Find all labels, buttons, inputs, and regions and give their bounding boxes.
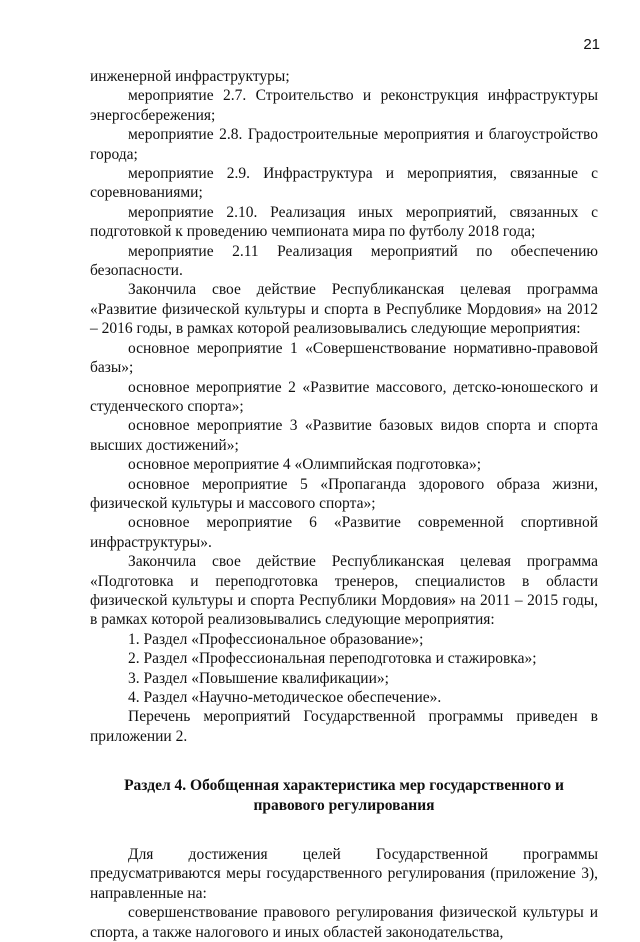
- list-item: 4. Раздел «Научно-методическое обеспечение».: [128, 689, 442, 706]
- paragraph: инженерной инфраструктуры;: [90, 68, 290, 85]
- paragraph: мероприятие 2.7. Строительство и реконструкция инфраструктуры энергосбережения;: [90, 87, 598, 124]
- list-item: 2. Раздел «Профессиональная переподготовка и стажировка»;: [128, 650, 537, 668]
- paragraph: основное мероприятие 1 «Совершенствование нормативно-правовой базы»;: [90, 339, 598, 377]
- paragraph: совершенствование правового регулирования физической культуры и спорта, а также налогового и иных областей законодательства,: [90, 904, 598, 941]
- paragraph: мероприятие 2.9. Инфраструктура и мероприятия, связанные с соревнованиями;: [90, 165, 598, 202]
- list-item: 3. Раздел «Повышение квалификации»;: [128, 669, 389, 687]
- paragraph: основное мероприятие 4 «Олимпийская подготовка»;: [128, 456, 482, 474]
- paragraph: основное мероприятие 6 «Развитие современной спортивной инфраструктуры».: [90, 514, 598, 551]
- paragraph: Перечень мероприятий Государственной программы приведен в приложении 2.: [90, 708, 598, 745]
- document-body: [90, 67, 598, 942]
- paragraph: Закончила свое действие Республиканская целевая программа «Подготовка и переподготовка тренеров, специалистов в области физической культуры и спорта Республики Мордовия» на 2011 – 2015 годы, в рамках которой реализовывались следующие мероприятия:: [90, 553, 598, 629]
- paragraph: основное мероприятие 3 «Развитие базовых видов спорта и спорта высших достижений»;: [90, 417, 598, 454]
- page-number: 21: [583, 36, 600, 53]
- list-item: 1. Раздел «Профессиональное образование»;: [128, 630, 424, 648]
- paragraph: мероприятие 2.11 Реализация мероприятий по обеспечению безопасности.: [90, 242, 598, 280]
- paragraph: основное мероприятие 5 «Пропаганда здорового образа жизни, физической культуры и массового спорта»;: [90, 475, 598, 512]
- paragraph: Для достижения целей Государственной программы предусматриваются меры государственного регулирования (приложение 3), направленные на:: [90, 846, 598, 902]
- paragraph: основное мероприятие 2 «Развитие массового, детско-юношеского и студенческого спорта»;: [90, 378, 598, 415]
- paragraph: мероприятие 2.8. Градостроительные мероприятия и благоустройство города;: [90, 126, 598, 163]
- section-heading: Раздел 4. Обобщенная характеристика мер государственного и правового регулирования: [124, 777, 564, 814]
- paragraph: мероприятие 2.10. Реализация иных мероприятий, связанных с подготовкой к проведению чемпионата мира по футболу 2018 года;: [90, 203, 598, 241]
- paragraph: Закончила свое действие Республиканская целевая программа «Развитие физической культуры и спорта в Республике Мордовия» на 2012 – 2016 годы, в рамках которой реализовывались следующие мероприятия:: [90, 281, 598, 338]
